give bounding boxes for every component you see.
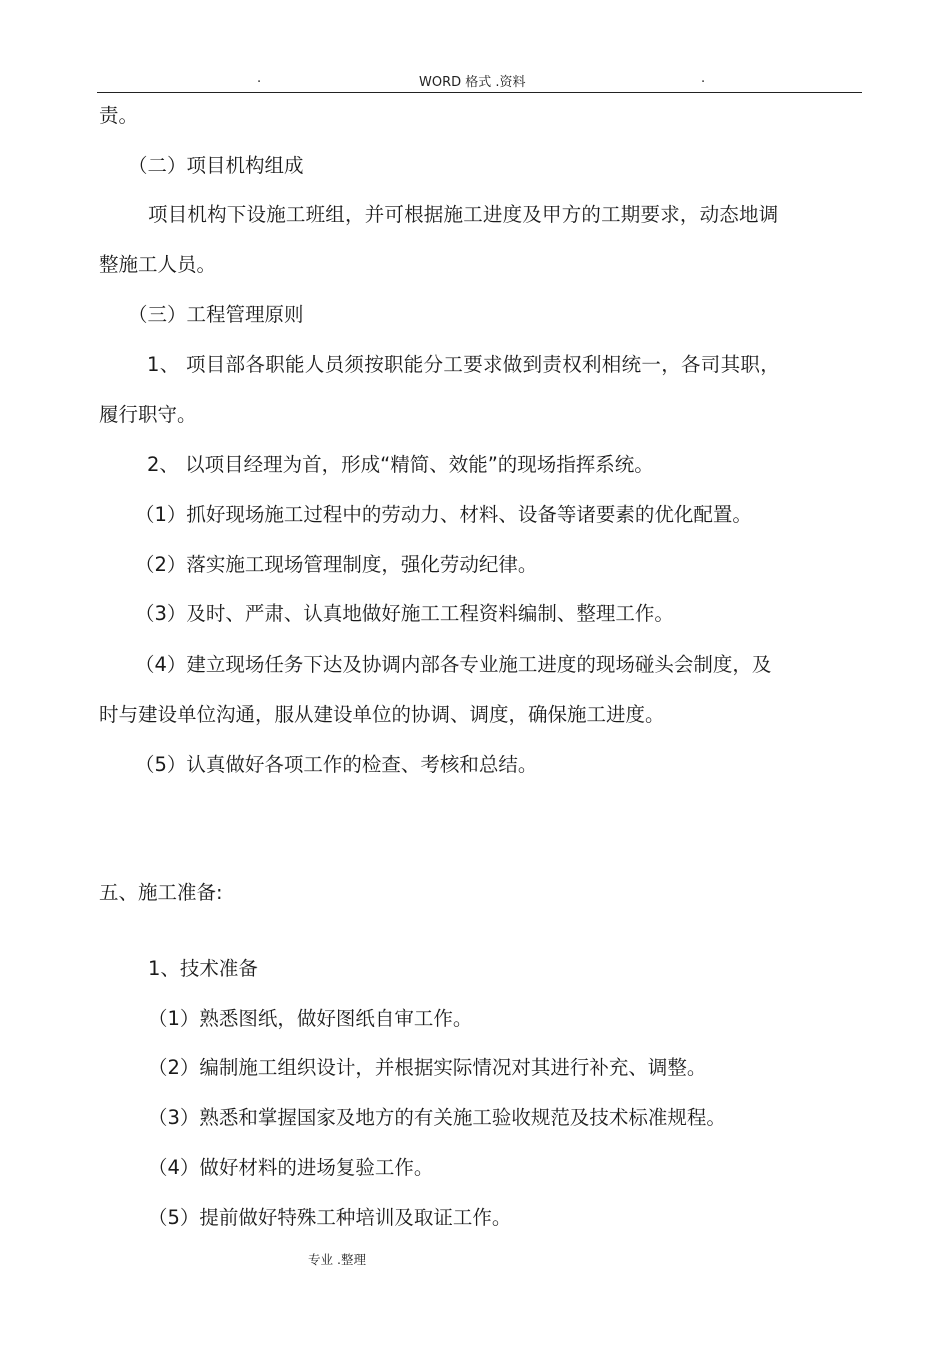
body-line-continuation: 责。 xyxy=(99,104,139,127)
body-line: 时与建设单位沟通，服从建设单位的协调、调度，确保施工进度。 xyxy=(99,703,665,726)
body-line: 履行职守。 xyxy=(99,403,197,426)
list-item: （4）建立现场任务下达及协调内部各专业施工进度的现场碰头会制度，及 xyxy=(135,653,772,676)
page-header xyxy=(97,66,862,93)
header-title: WORD 格式 .资料 xyxy=(419,75,526,90)
numbered-item: 2、 以项目经理为首，形成“精简、效能”的现场指挥系统。 xyxy=(147,453,654,476)
section-heading-construction-preparation: 五、施工准备: xyxy=(99,881,223,904)
section-heading-project-structure: （二）项目机构组成 xyxy=(128,154,304,177)
section-heading-management-principles: （三）工程管理原则 xyxy=(128,303,304,326)
numbered-item: 1、 项目部各职能人员须按职能分工要求做到责权利相统一，各司其职， xyxy=(147,353,781,376)
subsection-heading-technical-preparation: 1、技术准备 xyxy=(148,957,258,980)
list-item: （3）及时、严肃、认真地做好施工工程资料编制、整理工作。 xyxy=(135,602,674,625)
list-item: （3）熟悉和掌握国家及地方的有关施工验收规范及技术标准规程。 xyxy=(148,1106,726,1129)
header-dot-right: . xyxy=(701,71,706,86)
body-line: 整施工人员。 xyxy=(99,253,217,276)
list-item: （5）认真做好各项工作的检查、考核和总结。 xyxy=(135,753,538,776)
list-item: （1）熟悉图纸，做好图纸自审工作。 xyxy=(148,1007,473,1030)
header-dot-left: . xyxy=(257,71,262,86)
body-line: 项目机构下设施工班组，并可根据施工进度及甲方的工期要求，动态地调 xyxy=(148,203,779,226)
page-footer: 专业 .整理 xyxy=(308,1252,366,1267)
list-item: （5）提前做好特殊工种培训及取证工作。 xyxy=(148,1206,512,1229)
list-item: （1）抓好现场施工过程中的劳动力、材料、设备等诸要素的优化配置。 xyxy=(135,503,752,526)
list-item: （2）落实施工现场管理制度，强化劳动纪律。 xyxy=(135,553,538,576)
list-item: （2）编制施工组织设计，并根据实际情况对其进行补充、调整。 xyxy=(148,1056,707,1079)
list-item: （4）做好材料的进场复验工作。 xyxy=(148,1156,434,1179)
